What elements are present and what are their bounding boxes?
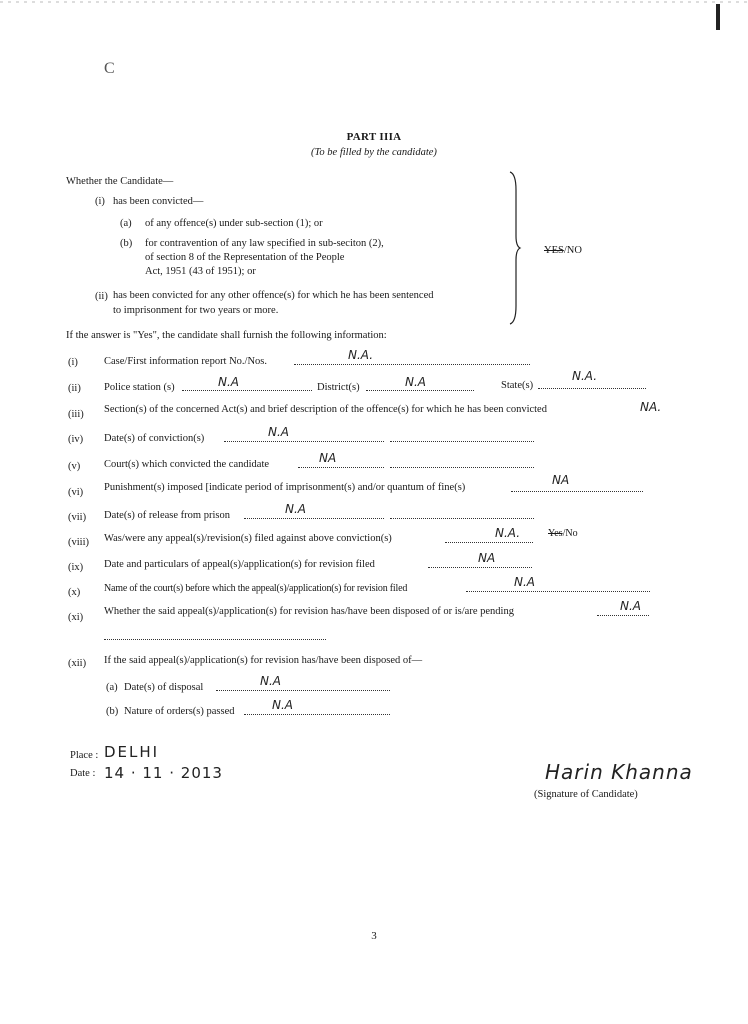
q-ii-line2: to imprisonment for two years or more. [113, 305, 279, 316]
label-item-ix: (ix) [68, 562, 84, 573]
label-item-iv: (iv) [68, 434, 84, 445]
label-item-viii: (viii) [68, 537, 89, 548]
item-viii-no: /No [562, 528, 578, 539]
signature: Harin Khanna [545, 760, 693, 784]
item-i-text: Case/First information report No./Nos. [104, 356, 268, 367]
item-iv-text: Date(s) of conviction(s) [104, 433, 205, 444]
item-v-text: Court(s) which convicted the candidate [104, 459, 270, 470]
item-xii-b-text: Nature of orders(s) passed [124, 706, 235, 717]
answer-yes-struck: YES [544, 245, 564, 256]
item-viii-yes-no [548, 528, 578, 539]
answer-no: NO [566, 245, 582, 256]
item-ii-district-label: District(s) [317, 382, 360, 393]
signature-caption: (Signature of Candidate) [534, 789, 638, 800]
item-ii-district-answer: N.A [405, 375, 426, 389]
page-subtitle: (To be filled by the candidate) [311, 147, 437, 158]
intro-text: Whether the Candidate— [66, 176, 174, 187]
label-item-vi: (vi) [68, 487, 84, 498]
item-ix-answer: NA [478, 551, 496, 565]
q-i-a-text: of any offence(s) under sub-section (1); or [145, 218, 323, 229]
label-item-vii: (vii) [68, 512, 87, 523]
item-xii-a-answer: N.A [260, 674, 281, 688]
item-v-answer: NA [319, 451, 337, 465]
date-label: Date : [70, 768, 96, 779]
label-item-xi: (xi) [68, 612, 84, 623]
label-item-ii: (ii) [68, 383, 81, 394]
q-i-b-line2: of section 8 of the Representation of the People [145, 252, 345, 263]
item-iii-answer: NA. [640, 400, 662, 414]
label-xii-a: (a) [106, 682, 118, 693]
item-xi-dots-line2 [104, 627, 326, 645]
item-iii-text: Section(s) of the concerned Act(s) and brief description of the offence(s) for which he has been convicted [104, 404, 547, 415]
item-ii-state-label: State(s) [501, 380, 534, 391]
q-ii-line1: has been convicted for any other offence(s) for which he has been sentenced [113, 290, 434, 301]
curly-brace [508, 170, 522, 326]
label-ii: (ii) [95, 291, 108, 302]
answer-separator: / [563, 245, 567, 256]
q-i-b-line3: Act, 1951 (43 of 1951); or [145, 266, 256, 277]
item-vi-answer: NA [552, 473, 570, 487]
item-xii-b-answer: N.A [272, 698, 293, 712]
label-item-i: (i) [68, 357, 78, 368]
item-xi-text: Whether the said appeal(s)/application(s) for revision has/have been disposed of or is/are pending [104, 606, 514, 617]
item-ii-police-label: Police station (s) [104, 382, 175, 393]
item-vi-dots [511, 479, 643, 497]
item-ii-police-dots [182, 378, 312, 396]
label-item-x: (x) [68, 587, 81, 598]
item-x-text: Name of the court(s) before which the appeal(s)/application(s) for revision filed [104, 583, 408, 594]
item-xii-text: If the said appeal(s)/application(s) for revision has/have been disposed of— [104, 655, 423, 666]
q-i-b-line1: for contravention of any law specified in sub-seciton (2), [145, 238, 384, 249]
q-i-text: has been convicted— [113, 196, 204, 207]
item-ii-state-answer: N.A. [572, 369, 598, 383]
instruction-text: If the answer is "Yes", the candidate shall furnish the following information: [66, 330, 387, 341]
item-xii-a-text: Date(s) of disposal [124, 682, 204, 693]
item-i-dots [294, 352, 530, 370]
date-value: 14 · 11 · 2013 [104, 764, 223, 782]
item-viii-yes-struck: Yes [548, 528, 563, 539]
item-vii-text: Date(s) of release from prison [104, 510, 230, 521]
item-ii-police-answer: N.A [218, 375, 239, 389]
item-vi-text: Punishment(s) imposed [indicate period of imprisonment(s) and/or quantum of fine(s) [104, 482, 466, 493]
label-xii-b: (b) [106, 706, 119, 717]
item-iv-answer: N.A [268, 425, 289, 439]
label-item-v: (v) [68, 461, 81, 472]
scan-edge-top [0, 0, 748, 8]
place-value: DELHI [104, 743, 160, 761]
page-number: 3 [371, 930, 377, 942]
place-label: Place : [70, 750, 99, 761]
item-viii-text: Was/were any appeal(s)/revision(s) filed against above conviction(s) [104, 533, 392, 544]
page-title: PART IIIA [346, 131, 402, 143]
item-vii-answer: N.A [285, 502, 306, 516]
item-x-dots [466, 579, 650, 597]
label-item-xii: (xii) [68, 658, 87, 669]
item-xii-b-dots [244, 702, 390, 720]
item-x-answer: N.A [514, 575, 535, 589]
item-viii-answer: N.A. [495, 526, 521, 540]
item-xii-a-dots [216, 678, 390, 696]
label-a: (a) [120, 218, 132, 229]
scan-mark-c: C [104, 60, 115, 77]
scan-mark-right [716, 4, 720, 30]
label-item-iii: (iii) [68, 409, 84, 420]
item-i-answer: N.A. [348, 348, 374, 362]
item-ix-text: Date and particulars of appeal(s)/application(s) for revision filed [104, 559, 375, 570]
answer-yes-no [544, 245, 582, 256]
label-b: (b) [120, 238, 133, 249]
item-xi-answer: N.A [620, 599, 641, 613]
label-i: (i) [95, 196, 105, 207]
